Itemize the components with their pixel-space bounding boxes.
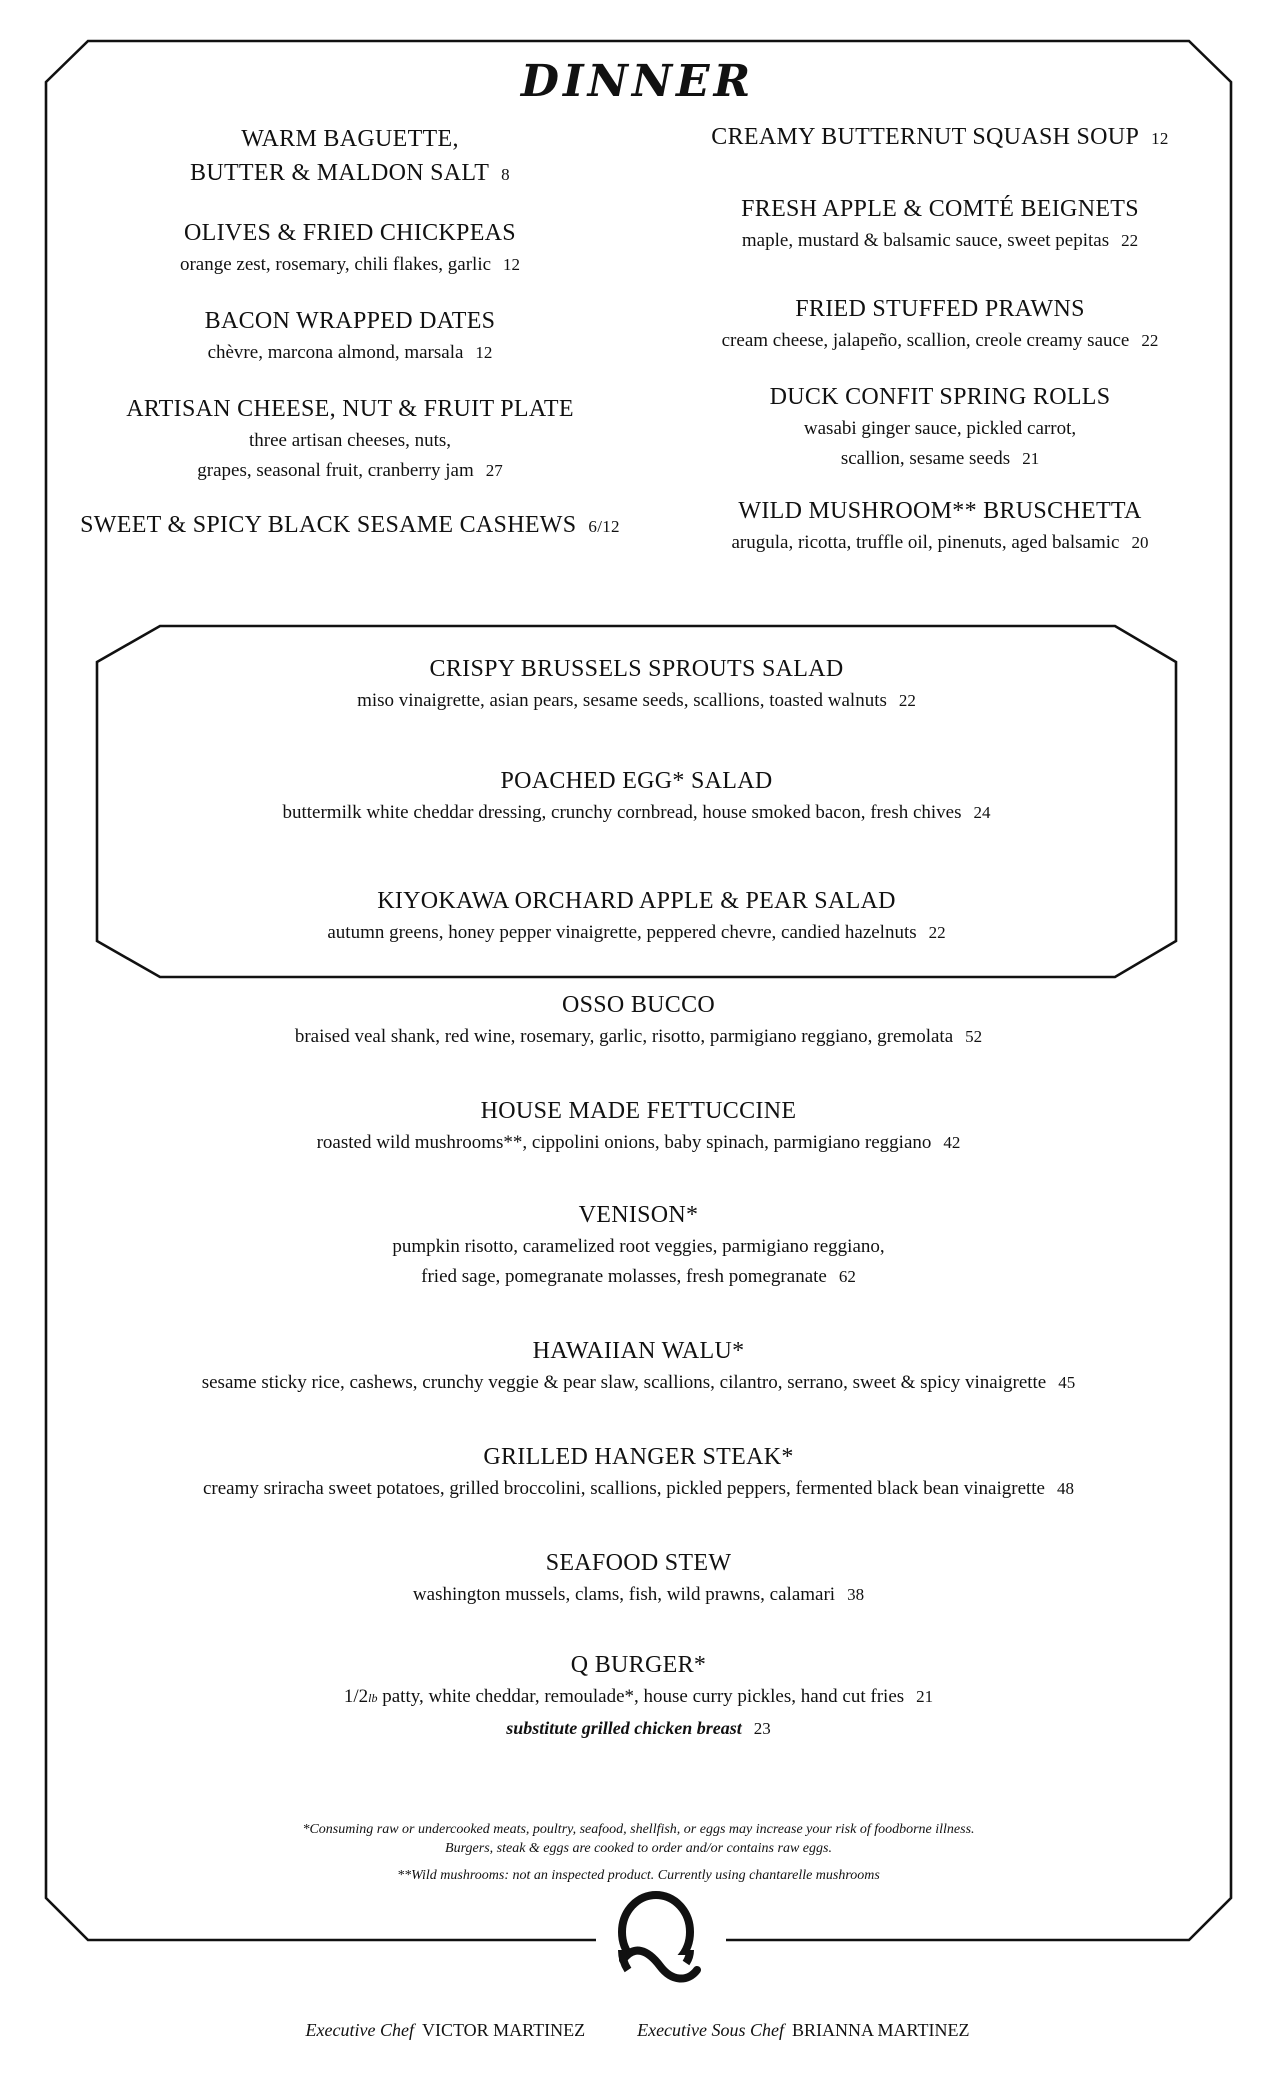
menu-item <box>97 884 1176 948</box>
item-price: 45 <box>1058 1373 1076 1392</box>
chef-role: Executive Sous Chef <box>637 2020 785 2040</box>
item-description: cream cheese, jalapeño, scallion, creole creamy sauce <box>721 330 1130 351</box>
item-name: OSSO BUCCO <box>561 992 716 1018</box>
menu-item <box>60 216 640 280</box>
item-price: 22 <box>898 691 916 710</box>
item-description: braised veal shank, red wine, rosemary, garlic, risotto, parmigiano reggiano, gremolata <box>294 1026 954 1047</box>
item-price: 12 <box>1151 129 1169 148</box>
item-price: 22 <box>1141 331 1159 350</box>
item-name: KIYOKAWA ORCHARD APPLE & PEAR SALAD <box>377 888 896 914</box>
item-price: 8 <box>501 165 510 184</box>
item-name: CRISPY BRUSSELS SPROUTS SALAD <box>429 656 844 682</box>
item-description: autumn greens, honey pepper vinaigrette, peppered chevre, candied hazelnuts <box>327 922 917 943</box>
item-name: HAWAIIAN WALU* <box>532 1338 745 1364</box>
item-description: arugula, ricotta, truffle oil, pinenuts, aged balsamic <box>731 532 1120 553</box>
menu-item <box>645 120 1235 156</box>
item-name: GRILLED HANGER STEAK* <box>483 1444 794 1470</box>
q-logo-icon <box>618 1895 697 1985</box>
item-price: 48 <box>1057 1479 1074 1498</box>
salads-section <box>97 652 1176 948</box>
item-name: WARM BAGUETTE, <box>241 126 459 152</box>
item-price: 12 <box>475 343 493 362</box>
item-description: miso vinaigrette, asian pears, sesame seeds, scallions, toasted walnuts <box>357 690 887 711</box>
item-description: wasabi ginger sauce, pickled carrot, <box>803 418 1077 439</box>
item-description: sesame sticky rice, cashews, crunchy veggie & pear slaw, scallions, cilantro, serrano, sweet & spicy vinaigrette <box>201 1372 1047 1393</box>
item-name: SEAFOOD STEW <box>545 1550 732 1576</box>
item-description: buttermilk white cheddar dressing, crunchy cornbread, house smoked bacon, fresh chives <box>282 802 962 823</box>
item-price: 20 <box>1131 533 1149 552</box>
menu-item <box>97 764 1176 828</box>
item-name: SWEET & SPICY BLACK SESAME CASHEWS <box>80 512 577 538</box>
item-name: POACHED EGG* SALAD <box>500 768 773 794</box>
mushroom-note: **Wild mushrooms: not an inspected product. Currently using chantarelle mushrooms <box>397 1868 880 1883</box>
menu-item <box>46 1546 1231 1610</box>
item-name: Q BURGER* <box>570 1652 707 1678</box>
item-name: BACON WRAPPED DATES <box>204 308 496 334</box>
item-price: 21 <box>1022 449 1040 468</box>
item-description: fried sage, pomegranate molasses, fresh pomegranate <box>421 1266 827 1287</box>
menu-item <box>645 494 1235 558</box>
burger-unit: lb <box>368 1691 378 1705</box>
item-name: ARTISAN CHEESE, NUT & FRUIT PLATE <box>126 396 574 422</box>
menu-item <box>46 1094 1231 1158</box>
burger-size: 1/2 <box>343 1686 369 1707</box>
item-description: maple, mustard & balsamic sauce, sweet pepitas <box>741 230 1110 251</box>
item-name: HOUSE MADE FETTUCCINE <box>480 1098 797 1124</box>
menu-item <box>60 392 640 486</box>
menu-item <box>46 1440 1231 1504</box>
item-description: patty, white cheddar, remoulade*, house curry pickles, hand cut fries <box>382 1686 905 1707</box>
menu-item <box>645 380 1235 474</box>
menu-item <box>60 304 640 368</box>
chef-role: Executive Chef <box>305 2020 414 2040</box>
menu-item <box>46 988 1231 1052</box>
entrees-section <box>46 988 1231 1744</box>
item-name: CREAMY BUTTERNUT SQUASH SOUP <box>711 124 1140 150</box>
item-description: orange zest, rosemary, chili flakes, garlic <box>179 254 492 275</box>
item-price: 6/12 <box>588 517 620 536</box>
item-price: 27 <box>485 461 503 480</box>
chef-name: VICTOR MARTINEZ <box>421 2020 586 2040</box>
page-title: DINNER <box>520 56 755 107</box>
item-price: 52 <box>965 1027 983 1046</box>
menu-item <box>645 192 1235 256</box>
item-description: pumpkin risotto, caramelized root veggies, parmigiano reggiano, <box>392 1236 885 1257</box>
item-description: roasted wild mushrooms**, cippolini onions, baby spinach, parmigiano reggiano <box>316 1132 932 1153</box>
item-price: 22 <box>1121 231 1139 250</box>
item-name: VENISON* <box>578 1202 699 1228</box>
burger-item <box>46 1648 1231 1744</box>
menu-item <box>60 508 640 544</box>
footnotes <box>46 1820 1231 1885</box>
item-name: DUCK CONFIT SPRING ROLLS <box>769 384 1111 410</box>
item-price: 38 <box>847 1585 865 1604</box>
item-description: grapes, seasonal fruit, cranberry jam <box>197 460 474 481</box>
menu-item <box>97 652 1176 716</box>
item-description: three artisan cheeses, nuts, <box>248 430 452 451</box>
menu-item <box>46 1334 1231 1398</box>
item-name: BUTTER & MALDON SALT <box>190 160 490 186</box>
raw-food-warning: *Consuming raw or undercooked meats, poultry, seafood, shellfish, or eggs may increase your risk of foodborne illness. <box>302 1822 975 1837</box>
chef-name: BRIANNA MARTINEZ <box>792 2020 970 2040</box>
item-description: chèvre, marcona almond, marsala <box>207 342 464 363</box>
item-price: 62 <box>838 1267 856 1286</box>
item-name: OLIVES & FRIED CHICKPEAS <box>184 220 516 246</box>
left-column <box>60 122 640 544</box>
item-name: WILD MUSHROOM** BRUSCHETTA <box>738 498 1142 524</box>
raw-food-warning-2: Burgers, steak & eggs are cooked to order and/or contains raw eggs. <box>445 1841 832 1856</box>
item-description: washington mussels, clams, fish, wild prawns, calamari <box>412 1584 836 1605</box>
substitute-option: substitute grilled chicken breast <box>506 1718 742 1738</box>
menu-item <box>46 1198 1231 1292</box>
item-price: 22 <box>928 923 946 942</box>
item-description: scallion, sesame seeds <box>840 448 1011 469</box>
menu-item <box>60 122 640 192</box>
item-price: 12 <box>503 255 521 274</box>
item-price: 42 <box>943 1133 961 1152</box>
item-description: creamy sriracha sweet potatoes, grilled broccolini, scallions, pickled peppers, fermented black bean vinaigrette <box>202 1478 1045 1499</box>
item-name: FRESH APPLE & COMTÉ BEIGNETS <box>741 196 1139 222</box>
item-price: 24 <box>973 803 991 822</box>
item-price: 21 <box>916 1687 934 1706</box>
chef-credits <box>0 2020 1275 2041</box>
substitute-price: 23 <box>753 1719 771 1738</box>
right-column <box>645 120 1235 558</box>
item-name: FRIED STUFFED PRAWNS <box>795 296 1085 322</box>
menu-item <box>645 292 1235 356</box>
